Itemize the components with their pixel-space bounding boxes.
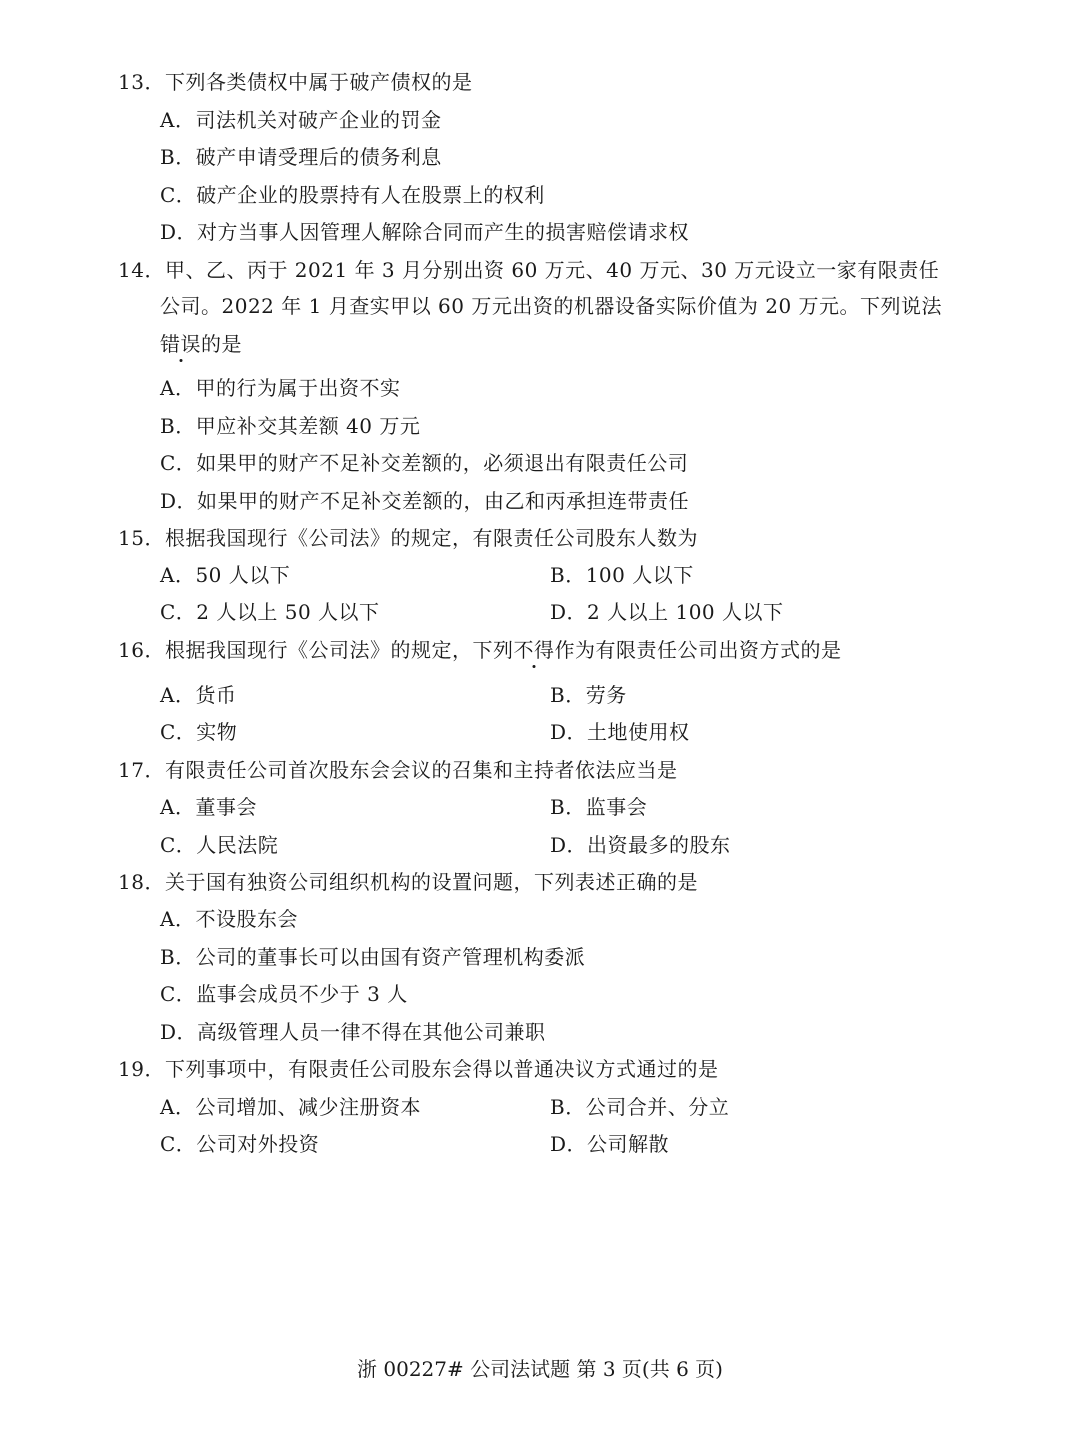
question-15-option-d: D．2 人以上 100 人以下 xyxy=(550,600,784,624)
question-19-stem: 19．下列事项中，有限责任公司股东会得以普通决议方式通过的是 xyxy=(118,1057,719,1081)
question-14-stem-line2: 公司。2022 年 1 月查实甲以 60 万元出资的机器设备实际价值为 20 万元。下列说法 xyxy=(160,294,943,318)
question-14-stem-line1: 14．甲、乙、丙于 2021 年 3 月分别出资 60 万元、40 万元、30 万元设立一家有限责任 xyxy=(118,258,940,282)
page-footer: 浙 00227# 公司法试题 第 3 页(共 6 页) xyxy=(357,1357,723,1381)
question-14-option-a: A．甲的行为属于出资不实 xyxy=(160,376,401,400)
question-15-option-c: C．2 人以上 50 人以下 xyxy=(160,600,380,624)
question-14-stem-line3: 错误的是 xyxy=(160,332,242,356)
question-17-option-a: A．董事会 xyxy=(160,795,257,819)
question-13-option-b: B．破产申请受理后的债务利息 xyxy=(160,145,442,169)
question-18-option-b: B．公司的董事长可以由国有资产管理机构委派 xyxy=(160,945,586,969)
question-15-option-a: A．50 人以下 xyxy=(160,563,291,587)
question-16-option-d: D．土地使用权 xyxy=(550,720,690,744)
question-16-option-b: B．劳务 xyxy=(550,683,627,707)
emphasis-text: 错误 xyxy=(160,332,201,356)
question-17-stem: 17．有限责任公司首次股东会会议的召集和主持者依法应当是 xyxy=(118,758,678,782)
emphasis-text: 不得 xyxy=(513,638,555,662)
question-16-option-c: C．实物 xyxy=(160,720,238,744)
question-18-option-a: A．不设股东会 xyxy=(160,907,298,931)
question-17-option-c: C．人民法院 xyxy=(160,833,279,857)
question-18-option-d: D．高级管理人员一律不得在其他公司兼职 xyxy=(160,1020,546,1044)
question-15-option-b: B．100 人以下 xyxy=(550,563,694,587)
question-18-option-c: C．监事会成员不少于 3 人 xyxy=(160,982,408,1006)
question-16-stem: 16．根据我国现行《公司法》的规定，下列不得作为有限责任公司出资方式的是 xyxy=(118,638,842,662)
question-19-option-d: D．公司解散 xyxy=(550,1132,670,1156)
question-19-option-b: B．公司合并、分立 xyxy=(550,1095,730,1119)
question-14-option-c: C．如果甲的财产不足补交差额的，必须退出有限责任公司 xyxy=(160,451,689,475)
question-13-stem: 13．下列各类债权中属于破产债权的是 xyxy=(118,70,473,94)
question-14-option-d: D．如果甲的财产不足补交差额的，由乙和丙承担连带责任 xyxy=(160,489,690,513)
question-19-option-a: A．公司增加、减少注册资本 xyxy=(160,1095,421,1119)
question-13-option-a: A．司法机关对破产企业的罚金 xyxy=(160,108,442,132)
question-16-option-a: A．货币 xyxy=(160,683,237,707)
question-13-option-c: C．破产企业的股票持有人在股票上的权利 xyxy=(160,183,545,207)
question-19-option-c: C．公司对外投资 xyxy=(160,1132,320,1156)
question-15-stem: 15．根据我国现行《公司法》的规定，有限责任公司股东人数为 xyxy=(118,526,698,550)
question-18-stem: 18．关于国有独资公司组织机构的设置问题，下列表述正确的是 xyxy=(118,870,698,894)
question-17-option-b: B．监事会 xyxy=(550,795,648,819)
question-13-option-d: D．对方当事人因管理人解除合同而产生的损害赔偿请求权 xyxy=(160,220,690,244)
question-17-option-d: D．出资最多的股东 xyxy=(550,833,731,857)
question-14-option-b: B．甲应补交其差额 40 万元 xyxy=(160,414,421,438)
